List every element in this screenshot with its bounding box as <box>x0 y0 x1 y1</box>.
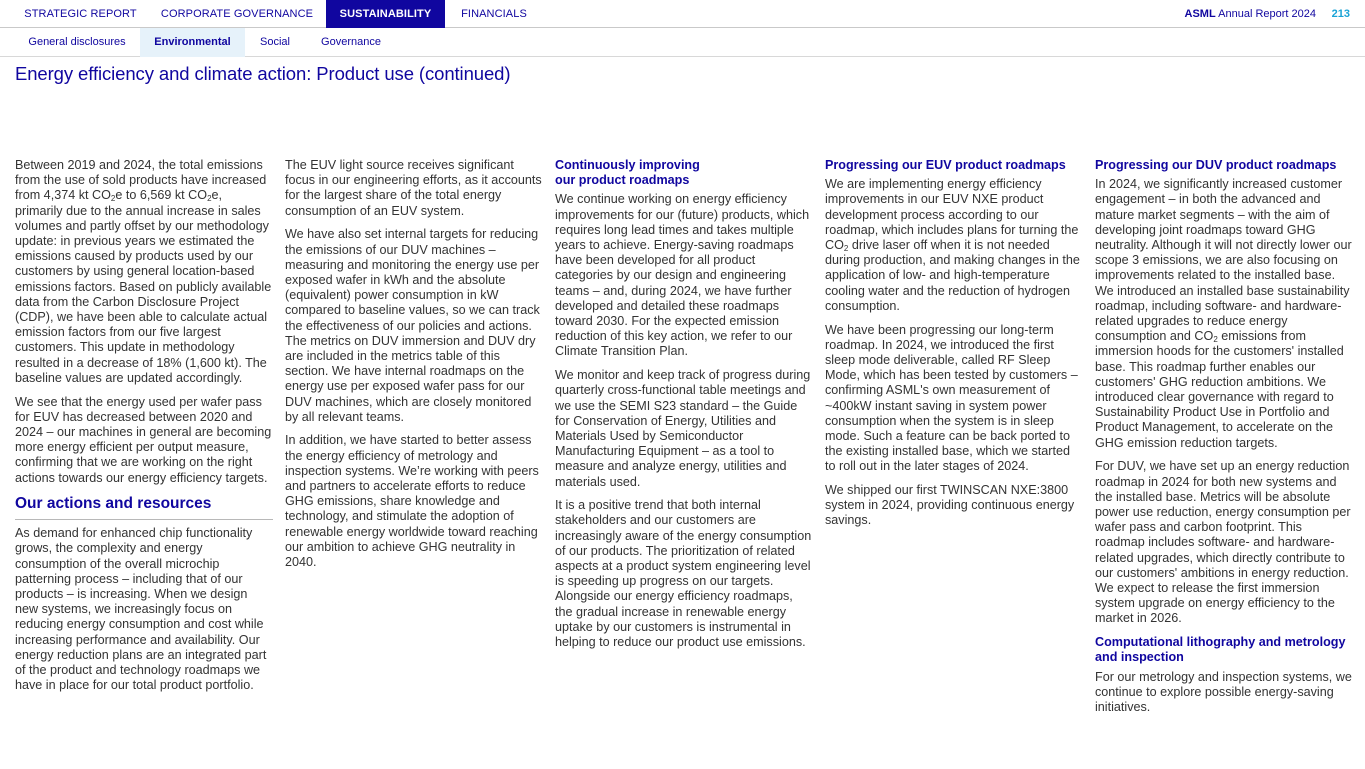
paragraph-monitor-progress: We monitor and keep track of progress during quarterly cross-functional table meetings and we use the SEMI S23 standard – the Guide for Conservation of Energy, Utilities and Materials Used by Semiconductor Manufacturing Equipment – as a tool to measure and analyze energy, utilities and materials used. <box>555 368 811 489</box>
subnav-environmental[interactable]: Environmental <box>140 28 245 57</box>
tab-strategic-report[interactable]: STRATEGIC REPORT <box>24 8 137 20</box>
paragraph-metrology: In addition, we have started to better assess the energy efficiency of metrology and inspection systems. We’re working with peers and partners to accelerate efforts to reduce GHG emissions, share knowledge and technology, and stimulate the adoption of renewable energy worldwide toward reaching our ambition to achieve GHG neutrality in 2040. <box>285 433 539 570</box>
paragraph-metrology-inspection: For our metrology and inspection systems, we continue to explore possible energy-saving initiatives. <box>1095 669 1352 714</box>
heading-euv-roadmaps: Progressing our EUV product roadmaps <box>825 158 1066 172</box>
paragraph-emissions-increase: Between 2019 and 2024, the total emissions from the use of sold products have increased from 4,374 kt $CO_2e$ to 6,569 kt $CO_2e$, primarily due to the annual increase in sales volumes and partly offset by our methodology update: in previous years we estimated the emissions caused by products used by our customers by using general location-based emissions factors. Based on publicly available data from the Carbon Disclosure Project (CDP), we have been able to calculate actual emission factors from our five largest customers. This update in methodology resulted in a decrease of 18% (1,600 kt). The baseline values are updated accordingly. <box>15 158 272 385</box>
column-2 <box>285 158 543 579</box>
heading-continuously-improving: Continuously improving our product roadmaps <box>555 158 700 188</box>
column-1 <box>15 158 273 702</box>
paragraph-energy-efficiency-improvements: We continue working on energy efficiency improvements for our (future) products, which requires long lead times and takes multiple years to achieve. Energy-saving roadmaps have been developed for all product categories by our design and engineering teams – and, during 2024, we have further developed and detailed these roadmaps toward 2030. For the expected emission reduction of this key action, we refer to our Climate Transition Plan. <box>555 192 810 359</box>
section-heading-actions-resources: Our actions and resources <box>15 494 273 520</box>
paragraph-sleep-mode: We have been progressing our long-term roadmap. In 2024, we introduced the first sleep mode deliverable, called RF Sleep Mode, which has been tested by customers – confirming ASML's own measurement of ~400kW instant saving in system power consumption when the system is in sleep mode. Such a feature can be back ported to the existing installed base, which we started to roll out in the later stages of 2024. <box>825 322 1078 474</box>
report-title[interactable] <box>1185 0 1316 28</box>
paragraph-euv-energy: We see that the energy used per wafer pass for EUV has decreased between 2020 and 2024 – our machines in general are becoming more energy efficient per output measure, confirming that we are working on the right actions towards our energy efficiency targets. <box>15 394 272 485</box>
brand-name: ASML <box>1184 8 1216 20</box>
report-title-text: Annual Report 2024 <box>1218 8 1316 20</box>
page-number: 213 <box>1331 8 1350 20</box>
subnav-social[interactable]: Social <box>260 36 290 48</box>
column-4 <box>825 158 1083 537</box>
paragraph-nxe3800: We shipped our first TWINSCAN NXE:3800 system in 2024, providing continuous energy savings. <box>825 483 1075 528</box>
paragraph-duv-targets: We have also set internal targets for reducing the emissions of our DUV machines – measuring and monitoring the energy use per exposed wafer in kWh and the absolute (equivalent) power consumption in kW compared to baseline values, so we can track the effectiveness of our policies and actions. The metrics on DUV immersion and DUV dry are included in the metrics table of this section. We have internal roadmaps on the energy use per exposed wafer pass for our DUV machines, which are closely monitored by all relevant teams. <box>285 227 540 424</box>
tab-corporate-governance[interactable]: CORPORATE GOVERNANCE <box>160 8 314 20</box>
tab-financials[interactable]: FINANCIALS <box>461 8 527 20</box>
subnav-general-disclosures[interactable]: General disclosures <box>28 36 126 48</box>
paragraph-euv-nxe: We are implementing energy efficiency improvements in our EUV NXE product development process according to our roadmap, which includes plans for turning the $CO_2$ drive laser off when it is not needed during production, and making changes in the application of low- and high-temperature cooling water and the reduction of hydrogen consumption. <box>825 177 1080 313</box>
paragraph-demand: As demand for enhanced chip functionality grows, the complexity and energy consumption of the overall microchip patterning process – including that of our products – is increasing. When we design new systems, we increasingly focus on reducing energy consumption and cost while increasing performance and availability. Our energy reduction plans are an integrated part of the product and technology roadmaps we have in place for our total product portfolio. <box>15 526 267 693</box>
sub-navigation <box>0 28 1365 57</box>
subnav-governance[interactable]: Governance <box>321 36 381 48</box>
column-5 <box>1095 158 1353 724</box>
paragraph-duv-reduction: For DUV, we have set up an energy reduction roadmap in 2024 for both new systems and the installed base. Metrics will be absolute power use reduction, energy consumption per wafer pass and carbon footprint. This roadmap includes software- and hardware-related upgrades, which directly contribute to our customers' ambitions in energy reduction. We expect to release the first immersion system upgrade on energy efficiency to the market in 2026. <box>1095 459 1351 626</box>
top-navigation <box>0 0 1365 28</box>
paragraph-customer-engagement: In 2024, we significantly increased customer engagement – in both the advanced and mature market segments – with the aim of developing joint roadmaps toward GHG neutrality. Although it will not directly lower our scope 3 emissions, we are also focusing on improvements related to the installed base. We introduced an installed base sustainability roadmap, including software- and hardware-related upgrades to reduce energy consumption and $CO_2$ emissions from immersion hoods for the customers' installed base. This roadmap further enables our customers' GHG reduction ambitions. We introduced clear governance with regard to Sustainability Product Use in Portfolio and Product Management, to accelerate on the GHG emission reduction targets. <box>1095 177 1352 450</box>
heading-duv-roadmaps: Progressing our DUV product roadmaps <box>1095 158 1337 172</box>
page-title: Energy efficiency and climate action: Product use (continued) <box>15 63 511 84</box>
column-3 <box>555 158 813 659</box>
heading-computational-lithography: Computational lithography and metrology and inspection <box>1095 635 1346 665</box>
paragraph-euv-light-source: The EUV light source receives significant focus in our engineering efforts, as it accounts for the largest share of the total energy consumption of an EUV system. <box>285 158 542 218</box>
tab-sustainability[interactable]: SUSTAINABILITY <box>326 0 445 28</box>
paragraph-positive-trend: It is a positive trend that both internal stakeholders and our customers are increasingly aware of the energy consumption of our products. The prioritization of related aspects at a product system engineering level is speeding up progress on our targets. Alongside our energy efficiency roadmaps, the gradual increase in renewable energy uptake by our customers is instrumental in helping to reduce our product use emissions. <box>555 498 812 650</box>
